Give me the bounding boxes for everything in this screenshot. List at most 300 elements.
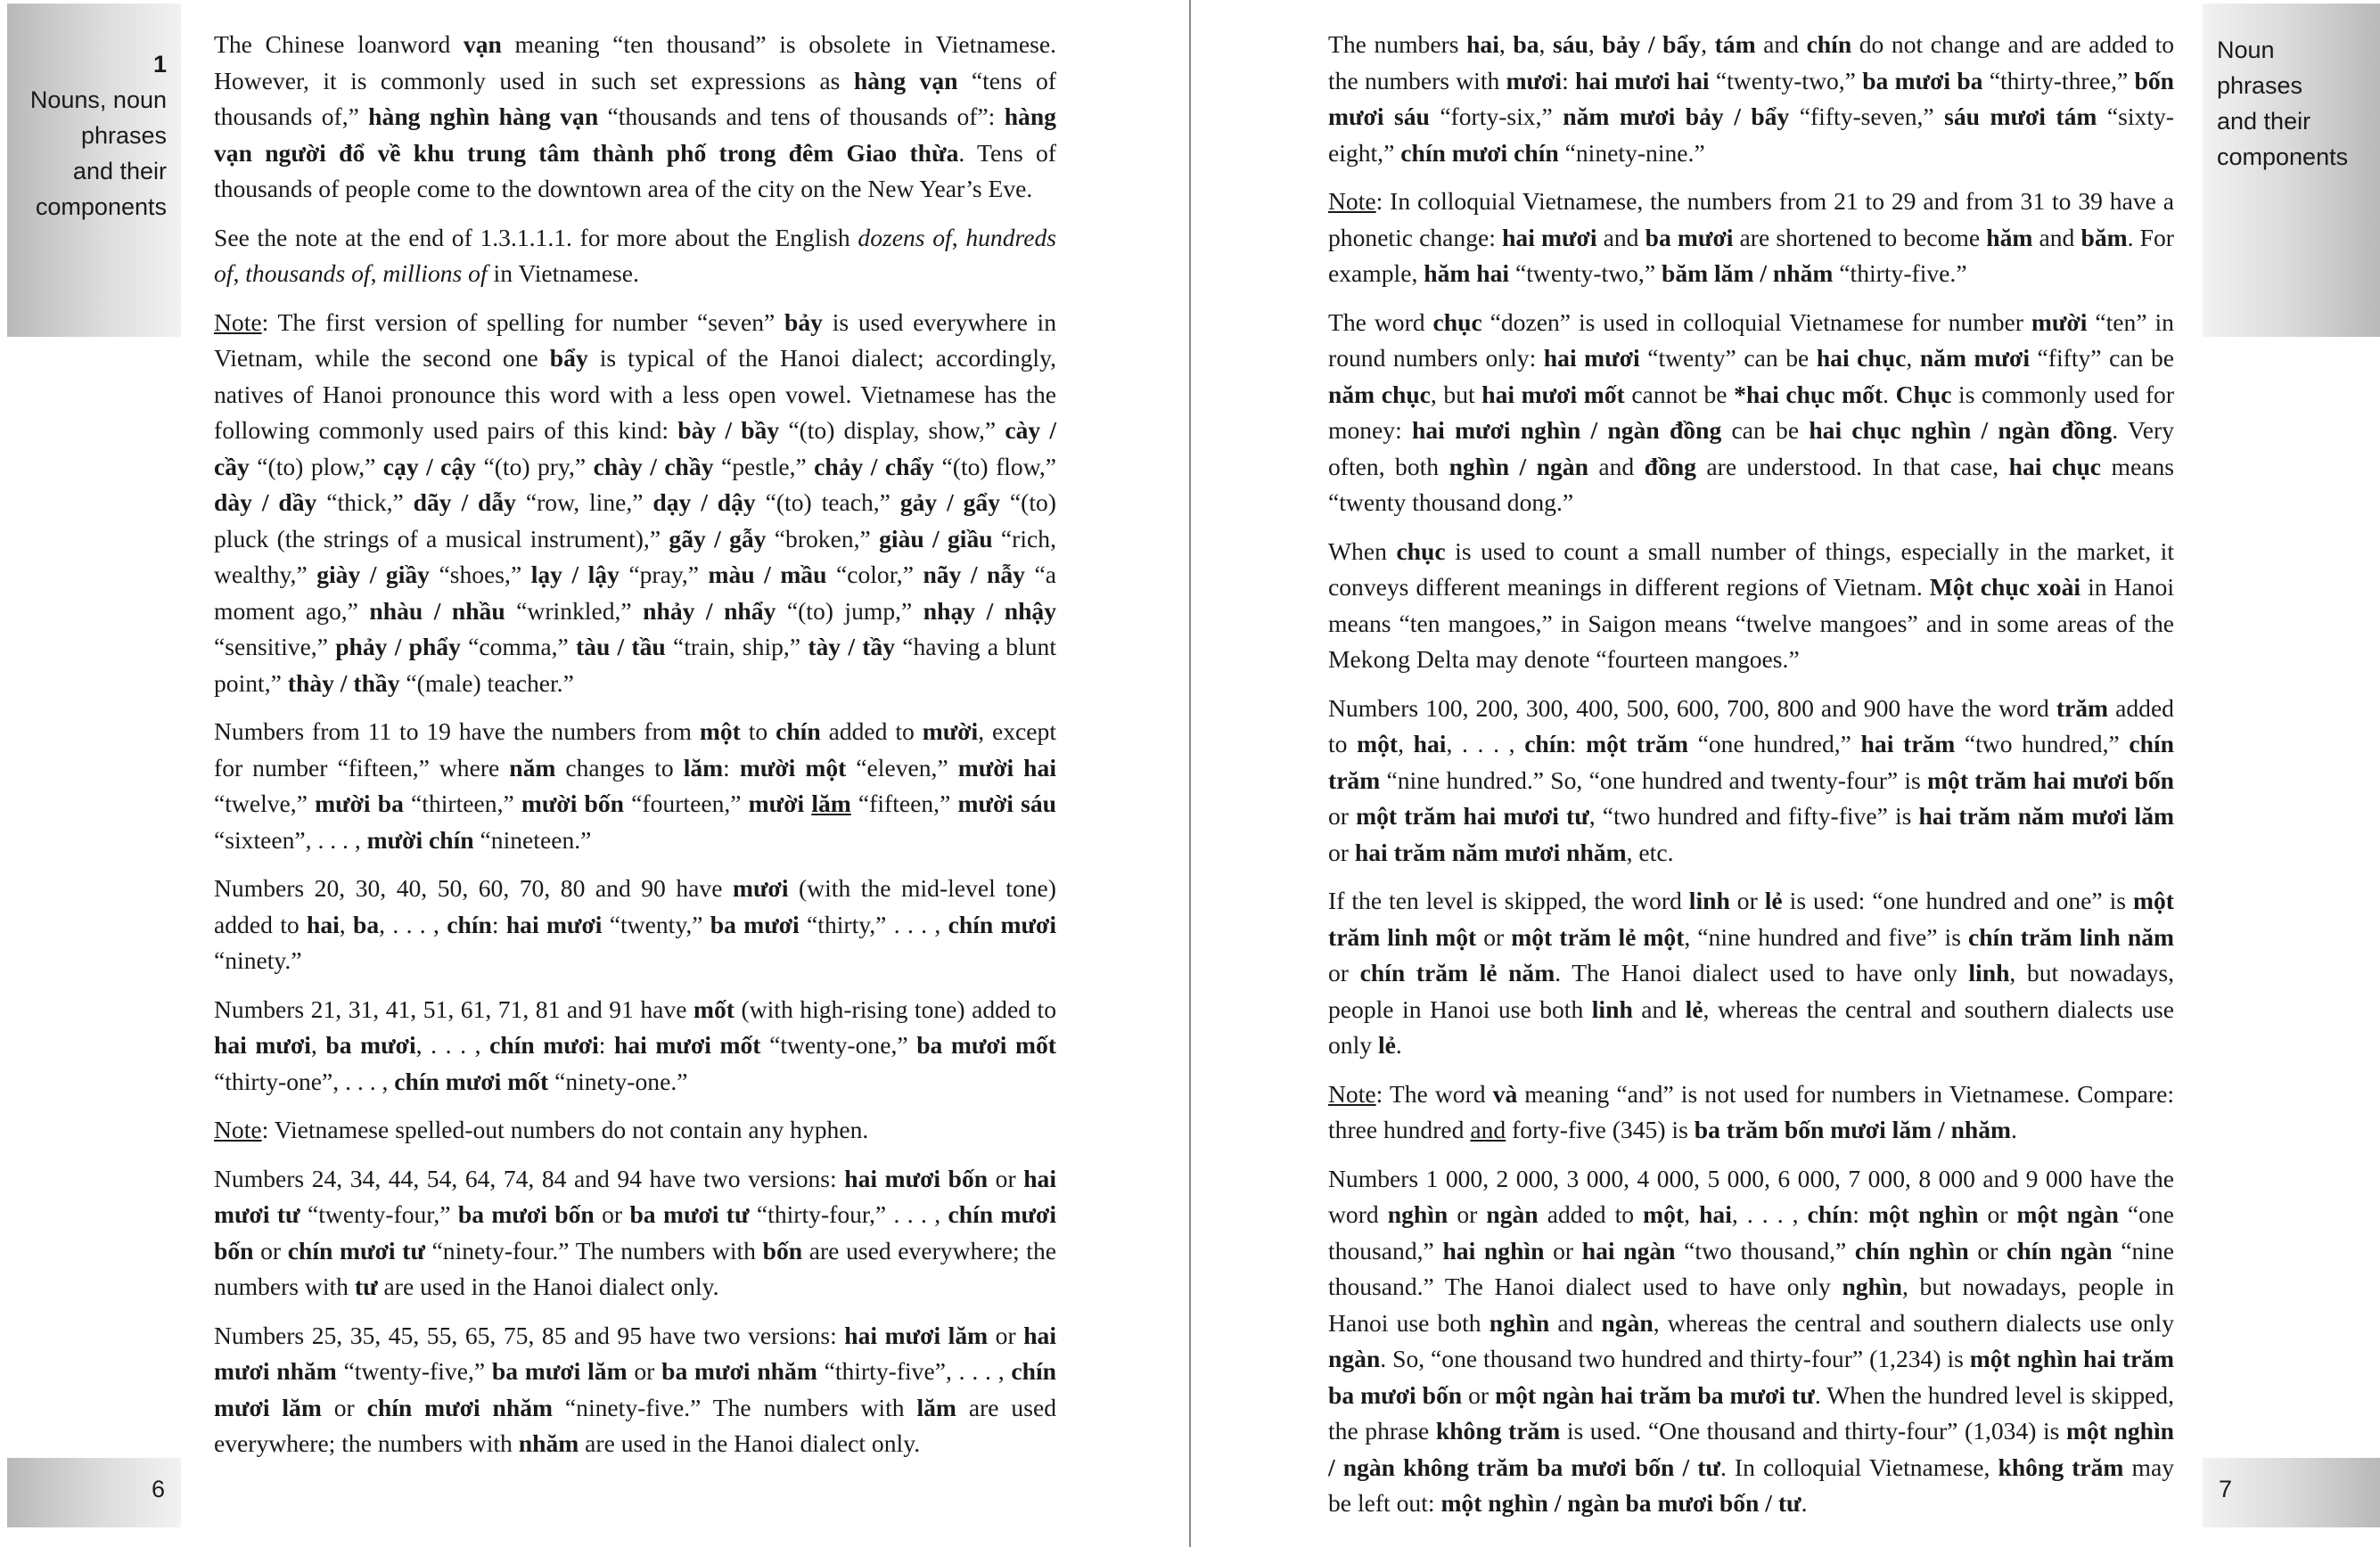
text-run: “pray,”	[619, 561, 709, 588]
text-run: are used in the Hanoi dialect only.	[377, 1273, 719, 1300]
text-run: ,	[1684, 1200, 1700, 1228]
text-run: “(male) teacher.”	[399, 668, 574, 697]
paragraph	[214, 871, 1056, 979]
text-run: ,	[1906, 344, 1920, 372]
text-run: The numbers	[1328, 30, 1467, 58]
paragraph	[1328, 1076, 2174, 1149]
text-run: ba mươi	[1645, 223, 1734, 251]
text-run: “twenty” can be	[1639, 344, 1817, 372]
page-number: 7	[2219, 1476, 2233, 1502]
text-run: .	[1883, 380, 1896, 408]
text-run: giày / giầy	[316, 561, 430, 588]
text-run: : Vietnamese spelled-out numbers do not contain any hyphen.	[261, 1116, 869, 1143]
text-run: trăm	[2056, 693, 2109, 722]
text-run: meaning “and” is not used for numbers in Vietnamese. Compare: three hundred	[1328, 1079, 2174, 1143]
text-run: . Very often, both	[1328, 416, 2174, 480]
text-run: :	[598, 1031, 615, 1059]
text-run: “ninety-one.”	[548, 1067, 688, 1095]
text-run: nghìn	[1387, 1200, 1449, 1228]
text-run: vạn	[463, 30, 502, 58]
paragraph	[214, 305, 1056, 702]
text-run: không trăm	[1435, 1417, 1561, 1445]
text-run: “two hundred,”	[1955, 730, 2130, 757]
text-run: hai mươi	[1502, 223, 1597, 251]
text-run: chín mươi lăm	[214, 1357, 1056, 1421]
text-run: hai mươi hai	[1574, 66, 1710, 94]
text-run: giàu / giầu	[879, 524, 993, 552]
text-run: Note	[214, 1116, 262, 1143]
text-run: “ninety-four.” The numbers with	[424, 1236, 763, 1265]
text-run: ngàn	[1601, 1308, 1654, 1337]
text-run: . Tens of thousands of people come to the downtown area of the city on the New Year’s Eve.	[214, 138, 1056, 202]
text-run: Numbers 25, 35, 45, 55, 65, 75, 85 and 95 have two versions:	[214, 1321, 845, 1349]
text-run: Numbers from 11 to 19 have the numbers from	[214, 717, 700, 745]
paragraph	[214, 1112, 1056, 1149]
text-run: bảy	[784, 307, 823, 336]
text-run: chín trăm	[1328, 730, 2174, 794]
text-run: hai ngàn	[1581, 1236, 1676, 1265]
text-run: mươi	[733, 874, 789, 902]
text-run: ba trăm bốn mươi lăm / nhăm	[1694, 1116, 2012, 1143]
text-run: : The word	[1375, 1079, 1493, 1108]
chapter-title-line: and their	[72, 158, 167, 184]
text-run: .	[1395, 1031, 1402, 1059]
text-run: Note	[1328, 1079, 1376, 1108]
text-run: mười	[922, 717, 979, 745]
text-run: in Hanoi means “ten mangoes,” in Saigon means “twelve mangoes” and in some areas of the Mekong Delta may denote “fourteen mangoes.”	[1328, 573, 2174, 673]
text-run: hai mươi	[214, 1031, 311, 1059]
text-run: mười hai	[957, 753, 1056, 782]
text-run: is typical of the Hanoi dialect; accordingly, natives of Hanoi pronounce this word with a less open vowel. Vietnamese has the following commonly used pairs of this kind:	[214, 344, 1056, 444]
paragraph	[214, 1161, 1056, 1306]
paragraph	[1328, 184, 2174, 292]
text-run: forty-five (345) is	[1506, 1116, 1695, 1143]
text-run: dạy / dậy	[652, 488, 756, 516]
text-run: chín trăm lẻ năm	[1359, 959, 1555, 986]
text-run: is commonly used for money:	[1328, 380, 2175, 444]
text-run: or	[1978, 1200, 2017, 1228]
text-run: , . . . ,	[415, 1031, 490, 1059]
text-run: hăm hai	[1424, 259, 1510, 287]
text-run: ,	[1701, 30, 1715, 58]
paragraph	[1328, 27, 2174, 171]
text-run: chín	[776, 717, 821, 745]
text-run: “one thousand,”	[1328, 1200, 2174, 1265]
text-run: hai mươi	[505, 910, 603, 938]
text-run: “twelve,”	[214, 790, 316, 817]
text-run: ,	[370, 259, 383, 287]
text-run: “thirty-three,”	[1982, 66, 2135, 94]
text-run: . For example,	[1328, 223, 2174, 287]
text-run: “ninety.”	[214, 946, 302, 974]
text-run: cạy / cậy	[382, 452, 477, 480]
chapter-title-line: Noun	[2217, 37, 2275, 63]
text-run: , etc.	[1626, 838, 1674, 866]
text-run: gảy / gẩy	[899, 488, 1001, 516]
text-run: cannot be	[1624, 380, 1735, 408]
text-run: mười ba	[315, 790, 404, 817]
paragraph	[214, 992, 1056, 1101]
text-run: “ninety-five.” The numbers with	[553, 1393, 917, 1421]
text-run: ba mươi lăm	[491, 1357, 628, 1385]
text-run: is used: “one hundred and one” is	[1782, 887, 2133, 914]
text-run: năm mươi	[1919, 344, 2030, 372]
text-run: are used everywhere; the numbers with	[214, 1393, 1056, 1457]
text-run: “eleven,”	[846, 753, 958, 782]
text-run: added to	[1538, 1200, 1644, 1228]
chapter-title-line: components	[2217, 143, 2349, 170]
text-run: , “nine hundred and five” is	[1684, 922, 1968, 951]
text-run: “thirteen,”	[403, 790, 521, 817]
text-run: một nghìn / ngàn ba mươi bốn / tư	[1440, 1489, 1801, 1517]
text-run: một trăm hai mươi bốn	[1927, 765, 2174, 794]
text-run: màu / mầu	[708, 561, 827, 588]
text-run: và	[1492, 1079, 1518, 1108]
text-run: “(to) display, show,”	[779, 416, 1005, 444]
text-run: added to	[1328, 693, 2174, 757]
text-run: ,	[233, 259, 246, 287]
text-run: hai mươi lăm	[844, 1321, 989, 1349]
text-run: “fifty-seven,”	[1789, 102, 1945, 130]
text-run: , . . . ,	[379, 910, 447, 938]
paragraph	[1328, 883, 2174, 1064]
text-run: Note	[214, 307, 262, 336]
text-run: dozens of	[858, 223, 952, 251]
text-run: hundreds of	[214, 223, 1057, 287]
text-run: hai	[306, 910, 340, 938]
text-run: ,	[1588, 30, 1603, 58]
text-run: “color,”	[826, 561, 923, 588]
text-run: “row, line,”	[515, 488, 653, 516]
text-run: gãy / gẫy	[669, 524, 767, 552]
text-run: “nineteen.”	[473, 825, 592, 854]
text-run: ,	[310, 1031, 326, 1059]
text-run: changes to	[555, 753, 684, 782]
text-run: or	[1328, 959, 1360, 986]
text-run: hai mươi nhăm	[214, 1321, 1057, 1385]
text-run: “shoes,”	[429, 561, 531, 588]
paragraph	[214, 1318, 1056, 1462]
right-page	[1191, 0, 2380, 1547]
text-run: nhạy / nhậy	[923, 596, 1057, 625]
text-run: lăm	[916, 1393, 956, 1421]
text-run: mười	[2031, 307, 2088, 336]
text-run: or	[1544, 1236, 1582, 1265]
text-run: “dozen” is used in colloquial Vietnamese for number	[1481, 307, 2031, 336]
text-run: ,	[1539, 30, 1554, 58]
text-run: and	[1755, 30, 1807, 58]
text-run: means “twenty thousand dong.”	[1328, 452, 2175, 516]
text-run: chín ngàn	[2007, 1236, 2113, 1265]
text-run: hai trăm năm mươi lăm	[1918, 802, 2174, 830]
text-run: chín mươi	[948, 910, 1057, 938]
text-run: :	[1562, 66, 1575, 94]
text-run: thày / thầy	[287, 668, 400, 697]
text-run: “ninety-nine.”	[1558, 138, 1705, 167]
text-run: chín mươi	[489, 1031, 599, 1059]
text-run: , . . . ,	[1731, 1200, 1808, 1228]
text-run: hai chục	[2008, 452, 2102, 480]
text-run: ,	[1498, 30, 1514, 58]
chapter-tab	[7, 4, 181, 337]
text-run: thousands of	[245, 259, 371, 287]
text-run: or	[1968, 1236, 2007, 1265]
text-run: “(to) plow,”	[249, 452, 383, 480]
text-run: to	[740, 717, 776, 745]
text-run: When	[1328, 536, 1397, 565]
text-run: “(to) flow,”	[934, 452, 1056, 480]
page-number: 6	[151, 1476, 165, 1502]
text-run: một	[1357, 730, 1399, 757]
text-run: ngàn	[1486, 1200, 1539, 1228]
body-text-right	[1328, 27, 2174, 1535]
text-run: chín	[447, 910, 492, 938]
text-run: , except for number “fifteen,” where	[214, 717, 1056, 782]
text-run: “thick,”	[316, 488, 414, 516]
text-run: See the note at the end of 1.3.1.1.1. for more about the English	[214, 223, 858, 251]
text-run: *hai chục mốt	[1734, 380, 1883, 408]
text-run: is used to count a small number of things, especially in the market, it conveys different meanings in different regions of Vietnam.	[1328, 536, 2174, 601]
text-run: “wrinkled,”	[505, 596, 644, 625]
text-run: hàng vạn người đổ về khu trung tâm thành phố trong đêm Giao thừa	[214, 102, 1056, 167]
text-run: “thirty,” . . . ,	[799, 910, 948, 938]
text-run: “comma,”	[460, 633, 576, 660]
chapter-title-line: and their	[2217, 108, 2311, 135]
text-run: millions of	[382, 259, 488, 287]
text-run: nghìn	[1842, 1273, 1902, 1300]
text-run: “(to) pluck (the strings of a musical instrument),”	[214, 488, 1057, 552]
text-run: chín mươi nhăm	[366, 1393, 554, 1421]
paragraph	[1328, 305, 2174, 521]
text-run: cày / cầy	[214, 416, 1056, 480]
text-run: hai mươi mốt	[1481, 380, 1625, 408]
text-run: ngàn	[1328, 1345, 1381, 1372]
text-run: chín mươi tư	[287, 1236, 425, 1265]
text-run: mốt	[693, 994, 735, 1023]
chapter-tab	[2203, 4, 2380, 337]
body-text-left	[214, 27, 1056, 1475]
text-run: . In colloquial Vietnamese,	[1719, 1453, 1998, 1481]
text-run: .	[2011, 1116, 2017, 1143]
text-run: mười chín	[366, 825, 474, 854]
text-run: “broken,”	[766, 524, 880, 552]
text-run: or	[988, 1321, 1024, 1349]
text-run: băm lăm / nhăm	[1661, 259, 1834, 287]
text-run: ba mươi tư	[629, 1200, 750, 1228]
text-run: “ten” in round numbers only:	[1328, 307, 2174, 372]
text-run: linh	[1688, 887, 1730, 914]
text-run: , but nowadays, people in Hanoi use both	[1328, 1273, 2174, 1337]
text-run: nhảy / nhẩy	[643, 596, 776, 625]
text-run: năm mươi bảy / bẩy	[1563, 102, 1790, 130]
text-run: : In colloquial Vietnamese, the numbers from 21 to 29 and from 31 to 39 have a phonetic change:	[1328, 187, 2174, 251]
text-run: lẻ	[1764, 887, 1783, 914]
text-run: “fifteen,”	[850, 790, 958, 817]
text-run: hai trăm năm mươi nhăm	[1354, 838, 1627, 866]
text-run: and	[1549, 1308, 1602, 1337]
text-run: chục	[1432, 307, 1482, 336]
text-run: không trăm	[1998, 1453, 2124, 1481]
text-run: Chục	[1895, 380, 1952, 408]
text-run: sáu	[1553, 30, 1588, 58]
text-run: chục	[1396, 536, 1446, 565]
text-run: ba	[1513, 30, 1539, 58]
text-run: and	[1588, 452, 1645, 480]
text-run: “two thousand,”	[1675, 1236, 1855, 1265]
text-run: phảy / phẩy	[335, 633, 461, 660]
text-run: , . . . ,	[1446, 730, 1525, 757]
text-run: , whereas the central and southern dialects use only	[1653, 1308, 2174, 1337]
text-run: bốn	[762, 1236, 803, 1265]
text-run: hai mươi	[1543, 344, 1640, 372]
text-run: hai mươi mốt	[614, 1031, 761, 1059]
text-run: or	[1448, 1200, 1487, 1228]
text-run: hai mươi bốn	[844, 1164, 989, 1192]
text-run: or	[594, 1200, 630, 1228]
text-run: “thirty-four,” . . . ,	[749, 1200, 948, 1228]
chapter-title-line: components	[35, 193, 167, 220]
text-run: mười	[748, 790, 812, 817]
text-run: tày / tầy	[808, 633, 895, 660]
text-run: or	[321, 1393, 367, 1421]
text-run: một nghìn / ngàn không trăm ba mươi bốn / tư	[1328, 1417, 2175, 1481]
text-run: lăm	[683, 753, 724, 782]
text-run: nhàu / nhầu	[369, 596, 505, 625]
text-run: The Chinese loanword	[214, 30, 464, 58]
text-run: “thirty-five”, . . . ,	[817, 1357, 1012, 1385]
text-run: are used in the Hanoi dialect only.	[579, 1429, 921, 1457]
text-run: ba	[353, 910, 380, 938]
text-run: Một chục xoài	[1929, 573, 2081, 601]
text-run: do not change and are added to the numbers with	[1328, 30, 2175, 94]
text-run: chín trăm linh năm	[1967, 922, 2174, 951]
text-run: and	[1596, 223, 1645, 251]
text-run: hai nghìn	[1442, 1236, 1545, 1265]
text-run: “having a blunt point,”	[214, 633, 1056, 697]
text-run: một nghìn	[1867, 1200, 1979, 1228]
text-run: Numbers 20, 30, 40, 50, 60, 70, 80 and 90 have	[214, 874, 733, 902]
text-run: năm	[509, 753, 556, 782]
text-run: or	[1462, 1380, 1496, 1409]
text-run: “nine thousand.” The Hanoi dialect used to have only	[1328, 1236, 2174, 1300]
text-run: ba mươi	[710, 910, 800, 938]
paragraph	[1328, 691, 2174, 872]
text-run: “sixteen”, . . . ,	[214, 825, 367, 854]
text-run: “thirty-one”, . . . ,	[214, 1067, 395, 1095]
text-run: “train, ship,”	[665, 633, 808, 660]
text-run: chín	[1806, 30, 1852, 58]
text-run: ba mươi nhăm	[661, 1357, 817, 1385]
text-run: chín nghìn	[1854, 1236, 1969, 1265]
text-run: nghìn	[1489, 1308, 1550, 1337]
text-run: or	[1328, 838, 1355, 866]
text-run: “twenty-two,”	[1509, 259, 1662, 287]
text-run: hàng vạn	[853, 66, 958, 94]
text-run: are used everywhere; the numbers with	[214, 1236, 1056, 1300]
text-run: một trăm hai mươi tư	[1356, 802, 1589, 830]
text-run: mười một	[739, 753, 847, 782]
text-run: bày / bầy	[677, 416, 780, 444]
text-run: lẻ	[1377, 1031, 1396, 1059]
text-run: bẩy	[549, 344, 588, 372]
text-run: :	[723, 753, 740, 782]
text-run: : The first version of spelling for number “seven”	[261, 307, 785, 336]
text-run: bảy / bẩy	[1602, 30, 1702, 58]
text-run: một ngàn hai trăm ba mươi tư	[1495, 1380, 1815, 1409]
text-run: Numbers 100, 200, 300, 400, 500, 600, 700, 800 and 900 have the word	[1328, 693, 2056, 722]
text-run: may be left out:	[1328, 1453, 2175, 1517]
text-run: một	[1643, 1200, 1685, 1228]
left-page	[0, 0, 1189, 1547]
page-number-tab	[2203, 1458, 2380, 1527]
text-run: meaning “ten thousand” is obsolete in Vietnamese. However, it is commonly used in such set expressions as	[214, 30, 1056, 94]
text-run: :	[491, 910, 506, 938]
text-run: or	[988, 1164, 1024, 1192]
text-run: linh	[1968, 959, 2010, 986]
text-run: ,	[1398, 730, 1414, 757]
text-run: Numbers 21, 31, 41, 51, 61, 71, 81 and 91 have	[214, 994, 693, 1023]
text-run: . So, “one thousand two hundred and thirty-four” (1,234) is	[1380, 1345, 1970, 1372]
text-run: ,	[339, 910, 354, 938]
text-run: “forty-six,”	[1429, 102, 1563, 130]
text-run: đồng	[1644, 452, 1696, 480]
text-run: tám	[1714, 30, 1756, 58]
text-run: chín	[1807, 1200, 1853, 1228]
text-run: chín mươi bốn	[214, 1200, 1057, 1265]
text-run: hàng nghìn hàng vạn	[368, 102, 599, 130]
text-run: , but	[1430, 380, 1482, 408]
text-run: are understood. In that case,	[1695, 452, 2009, 480]
text-run: một trăm lẻ một	[1511, 922, 1685, 951]
text-run: sáu mươi tám	[1944, 102, 2097, 130]
text-run: tàu / tầu	[575, 633, 666, 660]
text-run: Numbers 24, 34, 44, 54, 64, 74, 84 and 94 have two versions:	[214, 1164, 845, 1192]
text-run: “fourteen,”	[624, 790, 749, 817]
text-run: in Vietnamese.	[487, 259, 639, 287]
text-run: “sixty-eight,”	[1328, 102, 2174, 167]
text-run: mười sáu	[957, 790, 1057, 817]
text-run: nghìn / ngàn	[1449, 452, 1588, 480]
text-run: “twenty-one,”	[760, 1031, 917, 1059]
text-run: and	[2032, 223, 2081, 251]
text-run: “thirty-five.”	[1833, 259, 1967, 287]
text-run: “(to) pry,”	[476, 452, 594, 480]
text-run: chảy / chẩy	[814, 452, 935, 480]
text-run: Numbers 1 000, 2 000, 3 000, 4 000, 5 000, 6 000, 7 000, 8 000 and 9 000 have the word	[1328, 1164, 2174, 1228]
text-run: :	[1852, 1200, 1868, 1228]
text-run: bốn mươi sáu	[1328, 66, 2174, 130]
text-run: or	[1476, 922, 1512, 951]
text-run: is used. “One thousand and thirty-four” (1,034) is	[1560, 1417, 2066, 1445]
text-run: hai	[1466, 30, 1499, 58]
text-run: and	[1470, 1116, 1506, 1143]
text-run: , “two hundred and fifty-five” is	[1588, 802, 1919, 830]
text-run: or	[1729, 887, 1765, 914]
text-run: hai chục nghìn / ngàn đồng	[1809, 416, 2113, 444]
text-run: ba mươi ba	[1862, 66, 1983, 94]
text-run: “pestle,”	[713, 452, 815, 480]
text-run: năm chục	[1328, 380, 1431, 408]
text-run: ba mươi	[325, 1031, 416, 1059]
chapter-number: 1	[152, 51, 167, 78]
text-run: or	[627, 1357, 662, 1385]
paragraph	[214, 714, 1056, 858]
chapter-title-line: Nouns, noun	[29, 86, 167, 113]
text-run: .	[1801, 1489, 1808, 1517]
text-run: lăm	[811, 790, 851, 817]
text-run: ba mươi mốt	[916, 1031, 1056, 1059]
text-run: dãy / dẫy	[413, 488, 516, 516]
